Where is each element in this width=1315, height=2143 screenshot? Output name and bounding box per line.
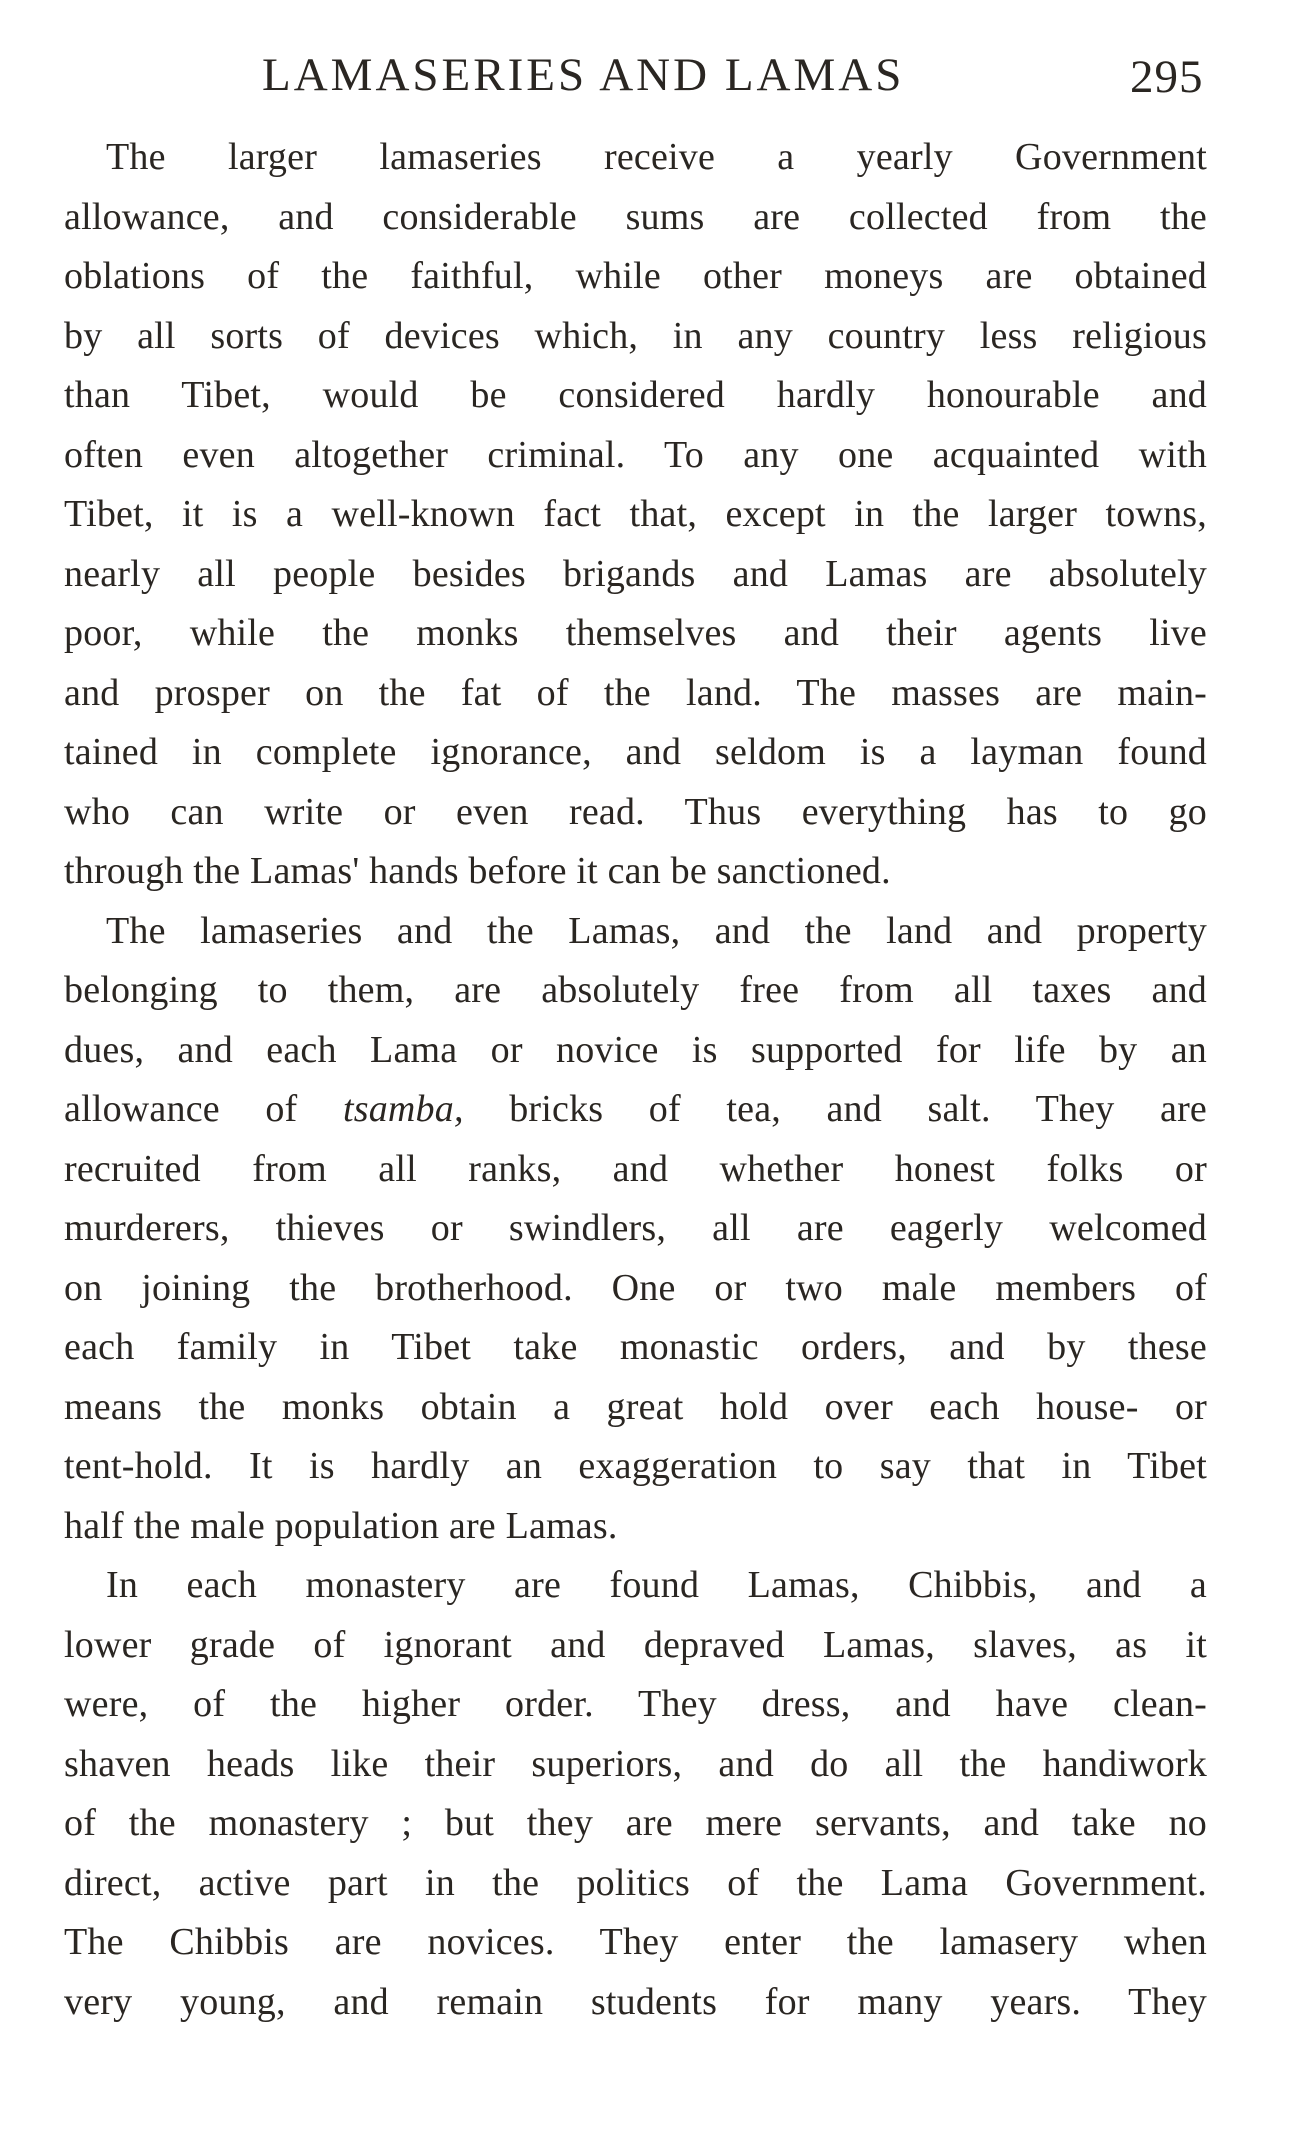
text-line: and prosper on the fat of the land. The masses are main- (64, 671, 1207, 714)
text-line: oblations of the faithful, while other moneys are obtained (64, 255, 1207, 297)
text-line: The lamaseries and the Lamas, and the land and property (106, 909, 1207, 952)
text-line: The Chibbis are novices. They enter the lamasery when (64, 1921, 1207, 1963)
text-segment: allowance of (64, 1088, 343, 1130)
text-line: The larger lamaseries receive a yearly Government (106, 136, 1207, 178)
text-line: recruited from all ranks, and whether honest folks or (64, 1147, 1207, 1190)
text-line-with-italic (64, 1080, 1207, 1140)
text-line: very young, and remain students for many years. They (64, 1980, 1207, 2023)
text-line: lower grade of ignorant and depraved Lamas, slaves, as it (64, 1623, 1207, 1666)
text-line: each family in Tibet take monastic orders, and by these (64, 1326, 1207, 1368)
text-line: direct, active part in the politics of the Lama Government. (64, 1861, 1207, 1904)
text-line: than Tibet, would be considered hardly honourable and (64, 374, 1207, 416)
text-line: of the monastery ; but they are mere servants, and take no (64, 1802, 1207, 1844)
text-line: through the Lamas' hands before it can be sanctioned. (64, 850, 891, 892)
text-line: means the monks obtain a great hold over each house- or (64, 1385, 1207, 1428)
text-line: tent-hold. It is hardly an exaggeration to say that in Tibet (64, 1445, 1207, 1487)
paragraph-3 (64, 1556, 1207, 2032)
page-number: 295 (1130, 51, 1204, 103)
running-title: LAMASERIES AND LAMAS (262, 49, 905, 101)
text-line: belonging to them, are absolutely free from all taxes and (64, 969, 1207, 1011)
text-line: were, of the higher order. They dress, and have clean- (64, 1683, 1207, 1725)
text-line: In each monastery are found Lamas, Chibbis, and a (106, 1564, 1207, 1606)
text-line: often even altogether criminal. To any one acquainted with (64, 433, 1207, 476)
text-line: nearly all people besides brigands and Lamas are absolutely (64, 552, 1207, 595)
page-header (0, 40, 1315, 110)
text-line: murderers, thieves or swindlers, all are eagerly welcomed (64, 1207, 1207, 1249)
text-line: who can write or even read. Thus everything has to go (64, 790, 1207, 833)
text-segment: bricks of tea, and salt. They are (463, 1088, 1208, 1130)
body-text (64, 128, 1207, 2032)
text-line: on joining the brotherhood. One or two male members of (64, 1266, 1207, 1309)
text-line: shaven heads like their superiors, and do all the handiwork (64, 1742, 1207, 1785)
paragraph-2 (64, 902, 1207, 1557)
text-line: allowance, and considerable sums are collected from the (64, 195, 1207, 238)
text-line: dues, and each Lama or novice is supported for life by an (64, 1028, 1207, 1071)
text-line: tained in complete ignorance, and seldom is a layman found (64, 731, 1207, 773)
text-line: by all sorts of devices which, in any country less religious (64, 314, 1207, 357)
paragraph-1 (64, 128, 1207, 902)
text-line: poor, while the monks themselves and their agents live (64, 612, 1207, 654)
text-line: Tibet, it is a well-known fact that, except in the larger towns, (64, 493, 1207, 535)
text-line: half the male population are Lamas. (64, 1504, 618, 1547)
italic-term-tsamba: tsamba, (342, 1088, 464, 1130)
